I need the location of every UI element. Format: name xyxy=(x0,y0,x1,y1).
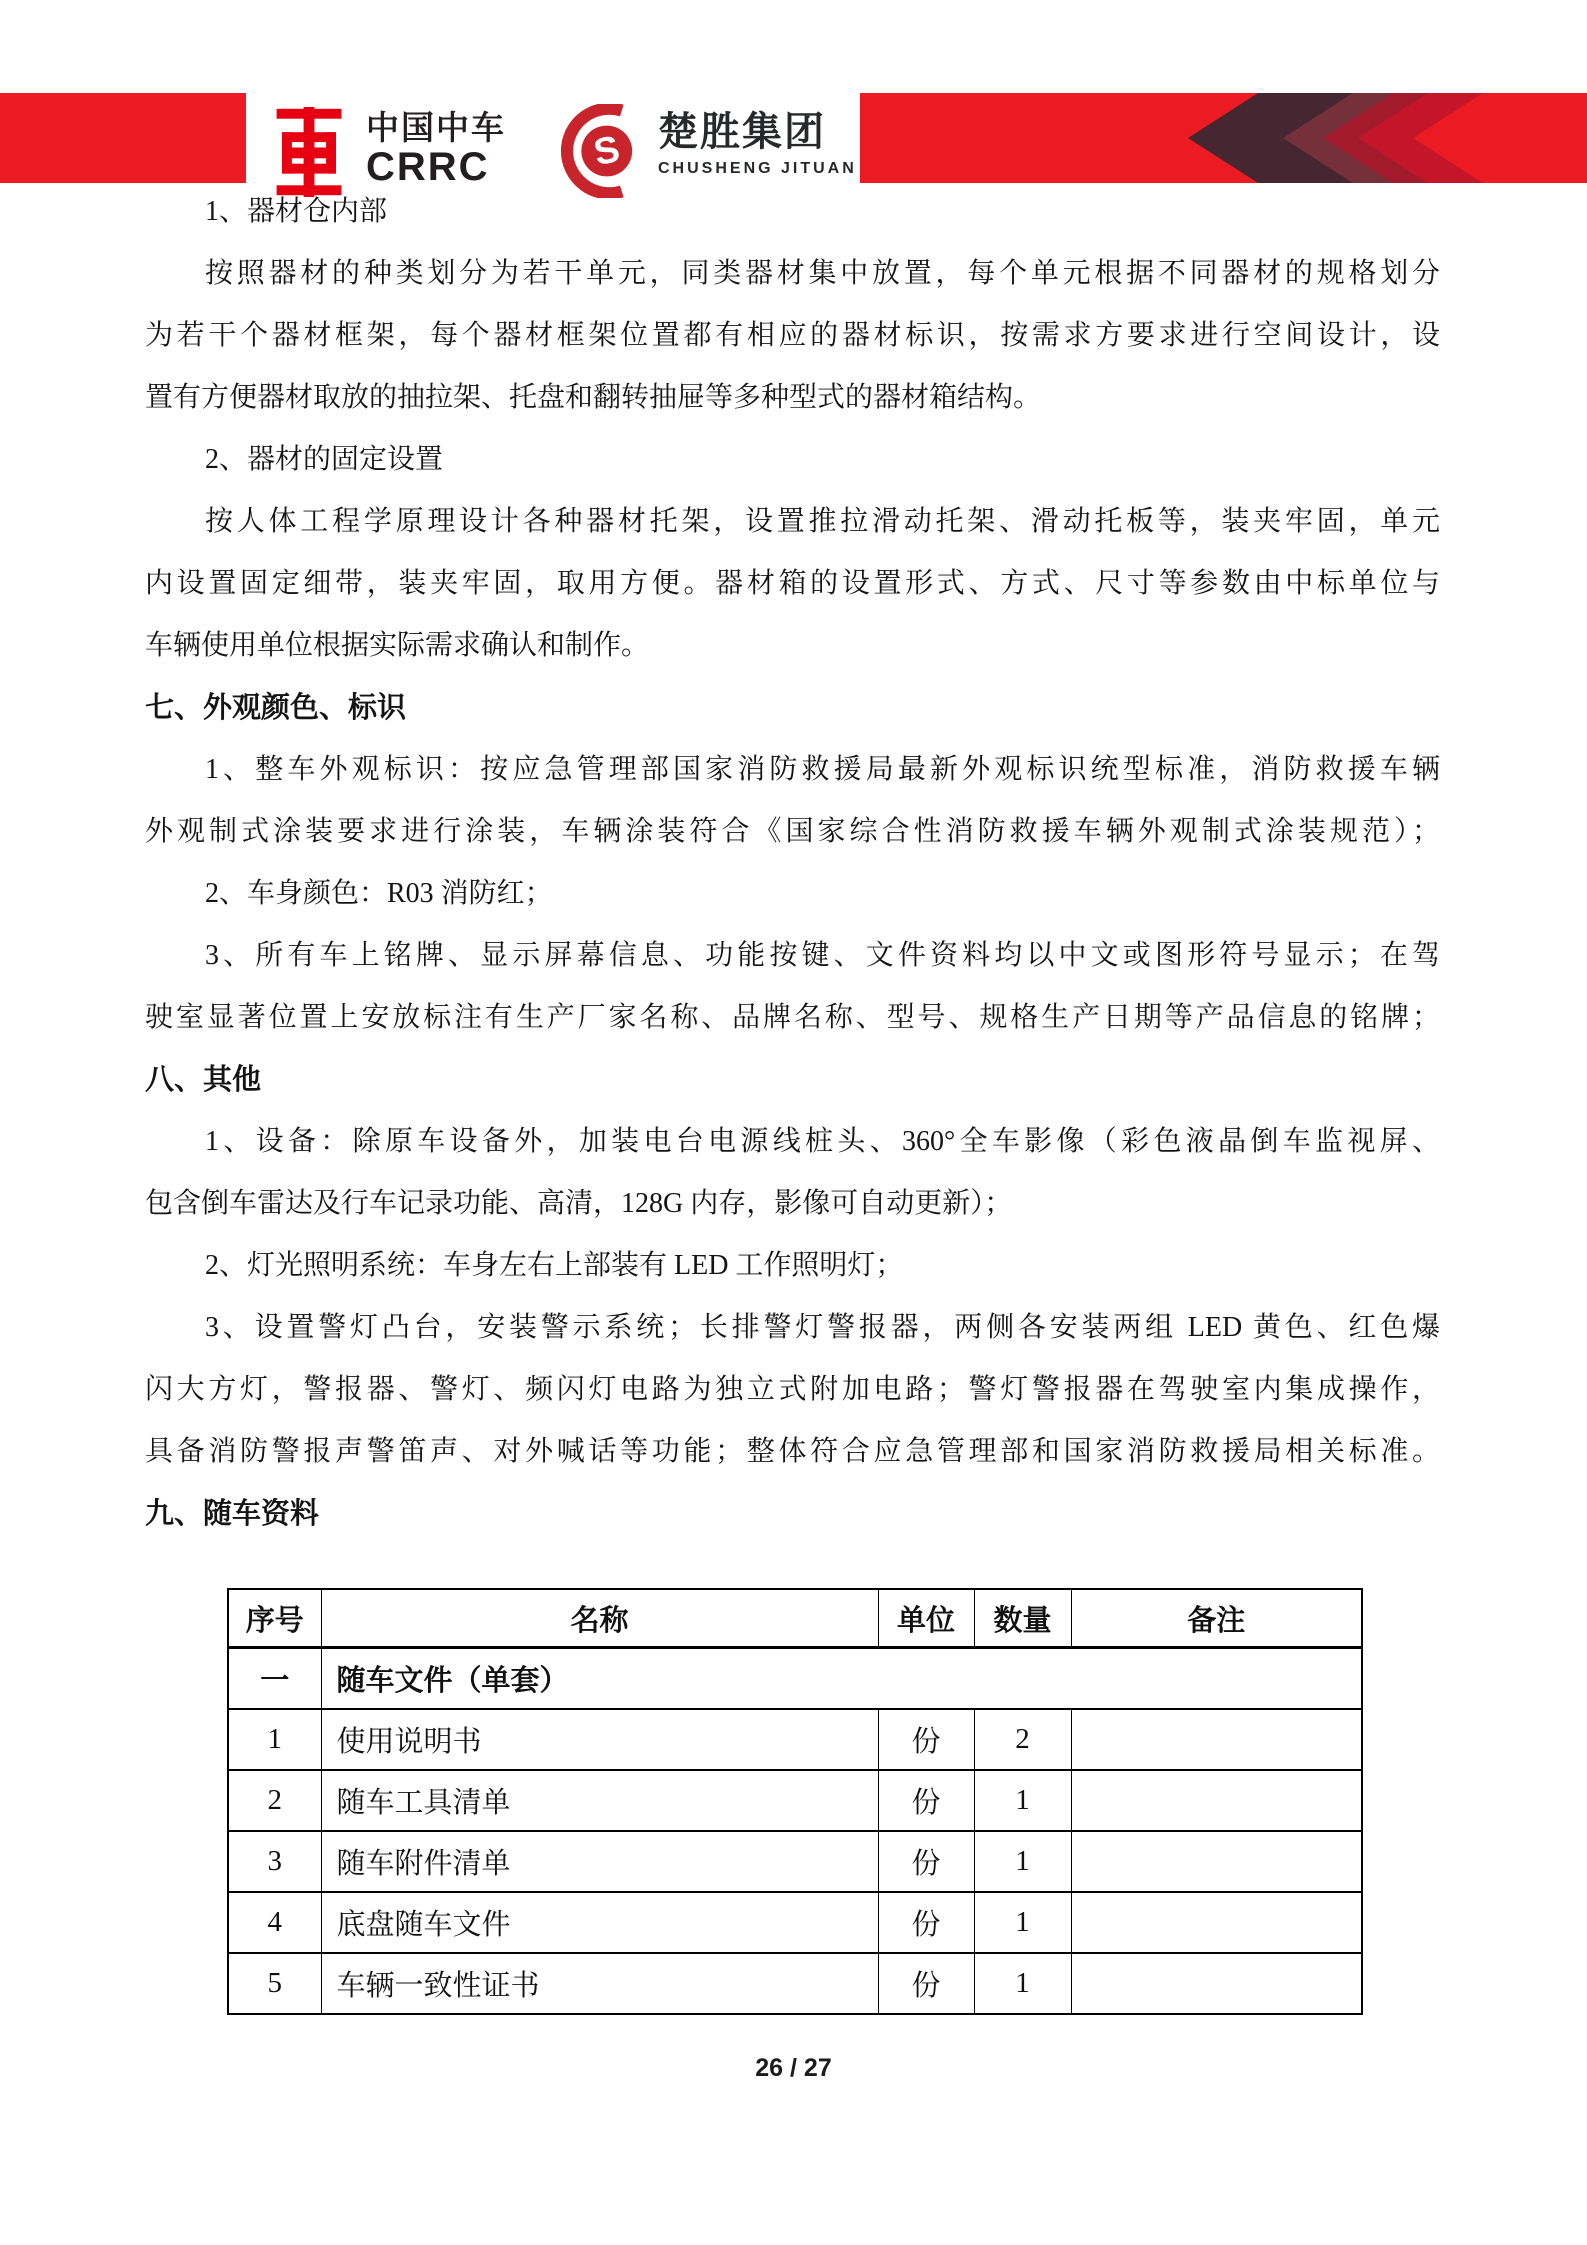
header-left-red-bar xyxy=(0,93,246,183)
cell-qty: 1 xyxy=(974,1953,1071,2014)
chevron-decoration-icon xyxy=(860,93,1587,183)
col-header-unit: 单位 xyxy=(878,1589,974,1648)
table-group-row xyxy=(228,1648,1362,1710)
cell-note xyxy=(1071,1709,1362,1770)
cell-note xyxy=(1071,1953,1362,2014)
body-line: 2、车身颜色：R03 消防红； xyxy=(205,878,553,909)
cell-index: 4 xyxy=(228,1892,321,1953)
cell-qty: 1 xyxy=(974,1770,1071,1831)
body-line: 2、器材的固定设置 xyxy=(205,444,444,475)
cell-name: 底盘随车文件 xyxy=(321,1892,878,1953)
body-line: 车辆使用单位根据实际需求确认和制作。 xyxy=(145,630,650,661)
body-line: 置有方便器材取放的抽拉架、托盘和翻转抽屉等多种型式的器材箱结构。 xyxy=(145,382,1042,413)
col-header-remark: 备注 xyxy=(1071,1589,1362,1648)
body-line: 3、所有车上铭牌、显示屏幕信息、功能按键、文件资料均以中文或图形符号显示；在驾 xyxy=(205,940,1440,971)
cell-note xyxy=(1071,1831,1362,1892)
table-header-row xyxy=(228,1589,1362,1648)
cell-unit: 份 xyxy=(878,1953,974,2014)
cell-name: 使用说明书 xyxy=(321,1709,878,1770)
section-heading: 七、外观颜色、标识 xyxy=(145,692,407,724)
group-title: 随车文件（单套） xyxy=(321,1648,1362,1710)
cell-name: 随车附件清单 xyxy=(321,1831,878,1892)
col-header-qty: 数量 xyxy=(974,1589,1071,1648)
crrc-chinese-name: 中国中车 xyxy=(366,109,506,146)
section-heading: 九、随车资料 xyxy=(145,1498,320,1530)
cell-unit: 份 xyxy=(878,1892,974,1953)
cell-unit: 份 xyxy=(878,1831,974,1892)
accompanying-documents-table xyxy=(227,1588,1363,2015)
table-row xyxy=(228,1709,1362,1770)
cell-index: 3 xyxy=(228,1831,321,1892)
body-line: 驶室显著位置上安放标注有生产厂家名称、品牌名称、型号、规格生产日期等产品信息的铭牌； xyxy=(145,1002,1440,1033)
table-row xyxy=(228,1953,1362,2014)
body-line: 按人体工程学原理设计各种器材托架，设置推拉滑动托架、滑动托板等，装夹牢固，单元 xyxy=(205,506,1440,537)
chusheng-chinese-name: 楚胜集团 xyxy=(658,110,826,154)
cell-index: 1 xyxy=(228,1709,321,1770)
cell-index: 5 xyxy=(228,1953,321,2014)
body-line: 闪大方灯，警报器、警灯、频闪灯电路为独立式附加电路；警灯警报器在驾驶室内集成操作， xyxy=(145,1374,1440,1405)
header-right-red-bar xyxy=(860,93,1587,183)
body-line: 外观制式涂装要求进行涂装，车辆涂装符合《国家综合性消防救援车辆外观制式涂装规范）； xyxy=(145,816,1440,847)
cell-note xyxy=(1071,1892,1362,1953)
body-line: 1、器材仓内部 xyxy=(205,196,388,227)
body-line: 具备消防警报声警笛声、对外喊话等功能；整体符合应急管理部和国家消防救援局相关标准。 xyxy=(145,1436,1440,1467)
table-row xyxy=(228,1892,1362,1953)
cell-name: 随车工具清单 xyxy=(321,1770,878,1831)
section-heading: 八、其他 xyxy=(145,1064,262,1096)
crrc-wordmark xyxy=(366,110,526,188)
body-line: 2、灯光照明系统：车身左右上部装有 LED 工作照明灯； xyxy=(205,1250,904,1281)
body-line: 包含倒车雷达及行车记录功能、高清，128G 内存，影像可自动更新）； xyxy=(145,1188,1013,1219)
cell-qty: 1 xyxy=(974,1892,1071,1953)
body-line: 按照器材的种类划分为若干单元，同类器材集中放置，每个单元根据不同器材的规格划分 xyxy=(205,258,1440,289)
col-header-name: 名称 xyxy=(321,1589,878,1648)
group-index: 一 xyxy=(228,1648,321,1710)
chusheng-latin-name: CHUSHENG JITUAN xyxy=(658,160,857,177)
cell-unit: 份 xyxy=(878,1770,974,1831)
cell-qty: 2 xyxy=(974,1709,1071,1770)
body-line: 1、整车外观标识：按应急管理部国家消防救援局最新外观标识统型标准，消防救援车辆 xyxy=(205,754,1440,785)
table-row xyxy=(228,1831,1362,1892)
page-number: 26 / 27 xyxy=(755,2054,832,2082)
cell-note xyxy=(1071,1770,1362,1831)
body-line: 为若干个器材框架，每个器材框架位置都有相应的器材标识，按需求方要求进行空间设计，设 xyxy=(145,320,1440,351)
cell-name: 车辆一致性证书 xyxy=(321,1953,878,2014)
table-row xyxy=(228,1770,1362,1831)
cell-unit: 份 xyxy=(878,1709,974,1770)
col-header-index: 序号 xyxy=(228,1589,321,1648)
cell-qty: 1 xyxy=(974,1831,1071,1892)
crrc-latin-name: CRRC xyxy=(366,145,490,189)
body-line: 内设置固定细带，装夹牢固，取用方便。器材箱的设置形式、方式、尺寸等参数由中标单位与 xyxy=(145,568,1440,599)
body-line: 1、设备：除原车设备外，加装电台电源线桩头、360°全车影像（彩色液晶倒车监视屏、 xyxy=(205,1126,1440,1157)
svg-text:S: S xyxy=(589,127,624,174)
body-line: 3、设置警灯凸台，安装警示系统；长排警灯警报器，两侧各安装两组 LED 黄色、红色爆 xyxy=(205,1312,1440,1343)
cell-index: 2 xyxy=(228,1770,321,1831)
